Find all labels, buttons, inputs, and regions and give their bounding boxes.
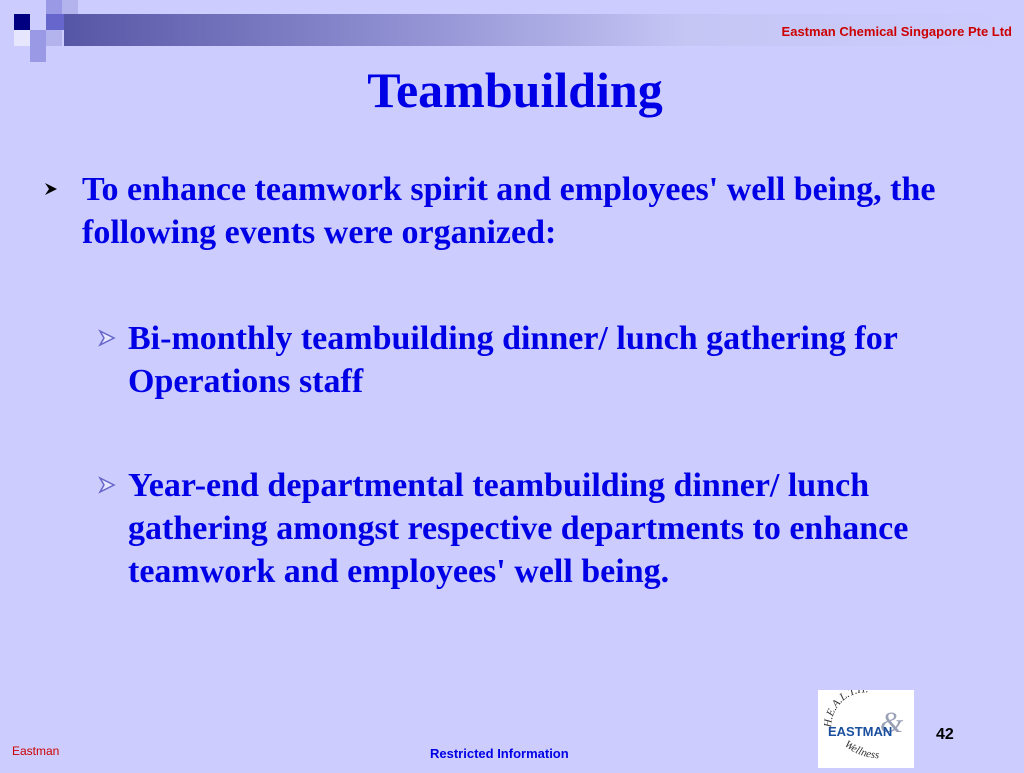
arrowhead-outline-bullet-icon bbox=[98, 476, 116, 494]
deco-square-light bbox=[30, 30, 46, 46]
sub-bullet-item bbox=[98, 464, 988, 593]
logo-top-text: H.E.A.L.T. bbox=[822, 690, 859, 728]
deco-square-light bbox=[46, 30, 62, 46]
sub-bullet-text: Year-end departmental teambuilding dinner/ lunch gathering amongst respective departments to enhance teamwork and employees' well being. bbox=[128, 467, 909, 590]
health-wellness-logo bbox=[818, 690, 914, 768]
deco-square-mid bbox=[46, 14, 64, 30]
deco-square-dark bbox=[14, 14, 30, 30]
sub-bullet-text: Bi-monthly teambuilding dinner/ lunch gathering for Operations staff bbox=[128, 320, 898, 400]
bullet-text: To enhance teamwork spirit and employees' well being, the following events were organized: bbox=[82, 171, 936, 251]
company-name: Eastman Chemical Singapore Pte Ltd bbox=[781, 24, 1012, 39]
logo-graphic bbox=[818, 690, 914, 768]
slide-title: Teambuilding bbox=[367, 62, 663, 118]
logo-brand: EASTMAN bbox=[828, 724, 893, 739]
deco-square-white bbox=[14, 30, 30, 46]
sub-bullet-item bbox=[98, 317, 988, 403]
svg-text:H.E.A.L.T.H. bbox=[822, 690, 869, 729]
bullet-item bbox=[44, 168, 1004, 254]
footer-left-label: Eastman bbox=[12, 744, 60, 758]
footer-classification: Restricted Information bbox=[430, 746, 569, 761]
logo-bottom-text: Wellness bbox=[842, 738, 880, 762]
svg-text:Wellness bbox=[842, 738, 879, 761]
logo-ampersand: & bbox=[880, 706, 904, 739]
arrowhead-outline-bullet-icon bbox=[98, 329, 116, 347]
deco-square-light bbox=[30, 46, 46, 62]
arrowhead-bullet-icon bbox=[44, 182, 58, 196]
deco-square-light bbox=[62, 0, 78, 14]
page-number: 42 bbox=[936, 726, 954, 743]
